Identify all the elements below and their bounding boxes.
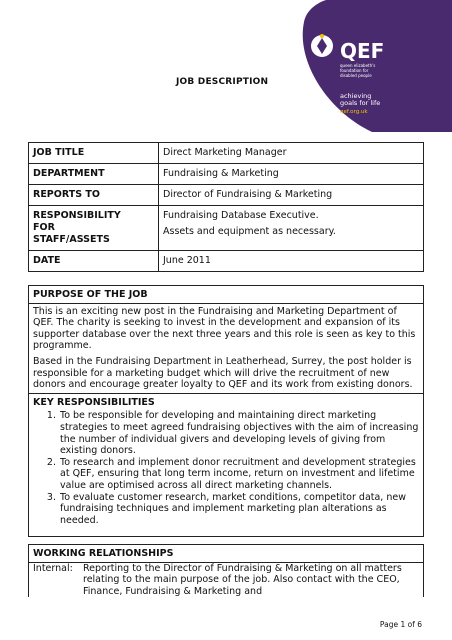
logo-brand: QEF	[340, 39, 385, 63]
qef-logo-graphic	[286, 0, 452, 132]
responsibility-label	[29, 206, 159, 251]
logo-tagline-line3: disabled people	[340, 73, 372, 78]
logo-slogan-line1: achieving	[340, 92, 372, 100]
key-responsibilities-heading: KEY RESPONSIBILITIES	[33, 396, 155, 408]
purpose-section	[28, 285, 424, 537]
reports-to-row	[29, 185, 424, 206]
date-label: DATE	[29, 251, 159, 272]
list-item: 3. To evaluate customer research, market conditions, competitor data, new fundraising techniques and implement marketing plan alterations as needed.	[59, 492, 419, 527]
job-title-value: Direct Marketing Manager	[159, 143, 424, 164]
department-row	[29, 164, 424, 185]
reports-to-label: REPORTS TO	[29, 185, 159, 206]
reports-to-value: Director of Fundraising & Marketing	[159, 185, 424, 206]
purpose-heading: PURPOSE OF THE JOB	[33, 289, 148, 300]
logo-url: qef.org.uk	[340, 109, 368, 115]
date-value: June 2011	[159, 251, 424, 272]
key-responsibilities-list	[29, 410, 423, 526]
responsibility-label-line1: RESPONSIBILITY	[33, 210, 121, 221]
purpose-paragraph-2: Based in the Fundraising Department in Leatherhead, Surrey, the post holder is responsible for a marketing budget which will drive the recruitment of new donors and encourage greater loyalty to QEF and its work from existing donors.	[33, 355, 413, 391]
logo-slogan-line2: goals for life	[340, 99, 381, 107]
internal-row	[29, 563, 423, 598]
list-item: 2. To research and implement donor recruitment and development strategies at QEF, ensuring that long term income, return on investment and lifetime value are optimised across all direct marketing channels.	[59, 457, 419, 492]
department-label: DEPARTMENT	[29, 164, 159, 185]
job-title-label: JOB TITLE	[29, 143, 159, 164]
working-relationships-heading: WORKING RELATIONSHIPS	[33, 548, 174, 559]
job-info-table	[28, 142, 424, 272]
responsibility-value-line2: Assets and equipment as necessary.	[163, 226, 336, 237]
department-value: Fundraising & Marketing	[159, 164, 424, 185]
working-relationships-section	[28, 544, 424, 597]
job-title-row	[29, 143, 424, 164]
page-number: Page 1 of 6	[379, 620, 422, 629]
date-row	[29, 251, 424, 272]
responsibility-label-line3: STAFF/ASSETS	[33, 234, 110, 245]
internal-value: Reporting to the Director of Fundraising & Marketing on all matters relating to the main purpose of the job. Also contact with the CEO, Finance, Fundraising & Marketing and	[83, 562, 402, 597]
logo-tagline-line1: queen elizabeth's	[340, 63, 376, 68]
responsibility-row	[29, 206, 424, 251]
responsibility-value	[159, 206, 424, 251]
list-item: 1. To be responsible for developing and maintaining direct marketing strategies to meet agreed fundraising objectives with the aim of increasing the number of individual givers and developing levels of giving from existing donors.	[59, 410, 419, 456]
responsibility-label-line2: FOR	[33, 222, 55, 233]
qef-logo	[286, 0, 452, 132]
responsibility-value-line1: Fundraising Database Executive.	[163, 210, 319, 221]
logo-tagline-line2: foundation for	[340, 68, 369, 73]
internal-label: Internal:	[33, 562, 73, 574]
purpose-paragraph-1: This is an exciting new post in the Fundraising and Marketing Department of QEF. The charity is seeking to invest in the development and expansion of its supporter database over the next three years and this role is seen as key to this programme.	[33, 305, 416, 352]
document-title: JOB DESCRIPTION	[176, 77, 269, 87]
